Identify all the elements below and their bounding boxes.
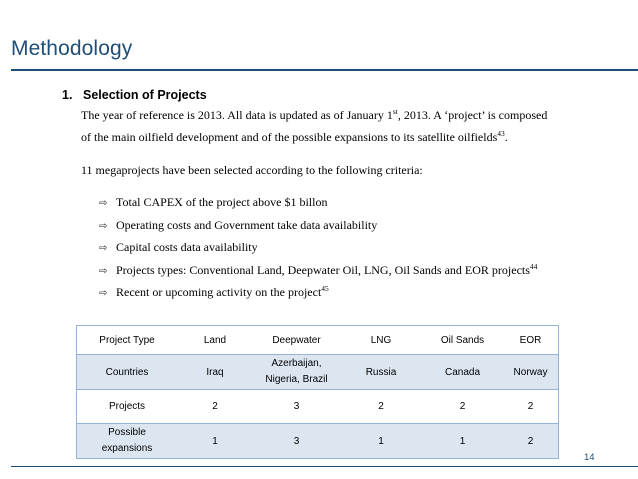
intro-line-2	[81, 130, 508, 145]
right-arrow-icon: ⇨	[99, 243, 108, 254]
criteria-item-text: Capital costs data availability	[116, 240, 258, 254]
footnote-ref-45: 45	[321, 284, 329, 293]
intro-line-1-start: The year of reference is 2013. All data is updated as of January 1	[81, 108, 393, 122]
intro-line-1	[81, 108, 547, 123]
table-cell: 3	[253, 424, 340, 459]
table-cell: Russia	[340, 355, 422, 390]
table-cell: Iraq	[177, 355, 253, 390]
row-label: Countries	[77, 355, 178, 390]
section-heading-text: Selection of Projects	[83, 88, 207, 102]
table-header-cell: EOR	[503, 326, 559, 355]
criteria-item	[99, 240, 537, 263]
section-heading	[62, 88, 207, 102]
table-header-cell: Project Type	[77, 326, 178, 355]
criteria-item	[99, 218, 537, 241]
criteria-list	[99, 195, 537, 308]
criteria-item	[99, 285, 537, 308]
intro-line-1-end: , 2013. A ‘project’ is composed	[397, 108, 548, 122]
intro-line-1-superscript: st	[392, 107, 398, 116]
table-cell: 3	[253, 390, 340, 424]
table-cell: 2	[422, 390, 503, 424]
right-arrow-icon: ⇨	[99, 265, 108, 277]
criteria-item-text: Total CAPEX of the project above $1 billon	[116, 195, 328, 209]
table-row	[77, 355, 559, 390]
footer-divider	[11, 466, 638, 467]
table-header-cell: LNG	[340, 326, 422, 355]
title-divider	[11, 69, 638, 71]
table-cell: 2	[177, 390, 253, 424]
table-cell: 1	[177, 424, 253, 459]
criteria-item-text: Operating costs and Government take data availability	[116, 217, 378, 232]
table-header-row	[77, 326, 559, 355]
table-header-cell: Deepwater	[253, 326, 340, 355]
table-cell: 2	[340, 390, 422, 424]
table-cell: 1	[340, 424, 422, 459]
table-row	[77, 390, 559, 424]
intro-line-3: 11 megaprojects have been selected according to the following criteria:	[81, 163, 423, 177]
intro-line-2-end: .	[504, 130, 508, 144]
page-number: 14	[584, 452, 595, 463]
table-cell: 2	[503, 390, 559, 424]
table-cell: Canada	[422, 355, 503, 390]
right-arrow-icon: ⇨	[99, 198, 108, 209]
row-label: Projects	[77, 390, 178, 424]
intro-line-2-start: of the main oilfield development and of the possible expansions to its satellite oilfields	[81, 130, 498, 144]
table-header-cell: Land	[177, 326, 253, 355]
criteria-item-text: Recent or upcoming activity on the project	[116, 285, 322, 299]
table-cell: 2	[503, 424, 559, 459]
criteria-item-text: Projects types: Conventional Land, Deepwater Oil, LNG, Oil Sands and EOR projects	[116, 262, 530, 277]
right-arrow-icon: ⇨	[99, 220, 108, 232]
right-arrow-icon: ⇨	[99, 288, 108, 299]
slide-title: Methodology	[11, 37, 133, 60]
criteria-item	[99, 195, 537, 218]
criteria-item	[99, 263, 537, 286]
projects-table	[76, 325, 559, 459]
row-label: Possible expansions	[77, 424, 178, 459]
table-cell: Norway	[503, 355, 559, 390]
footnote-ref-44: 44	[529, 261, 538, 271]
footnote-ref-43: 43	[497, 129, 505, 138]
table-header-cell: Oil Sands	[422, 326, 503, 355]
table-cell: Azerbaijan, Nigeria, Brazil	[253, 355, 340, 390]
table-cell: 1	[422, 424, 503, 459]
section-number: 1.	[62, 88, 73, 102]
table-row	[77, 424, 559, 459]
